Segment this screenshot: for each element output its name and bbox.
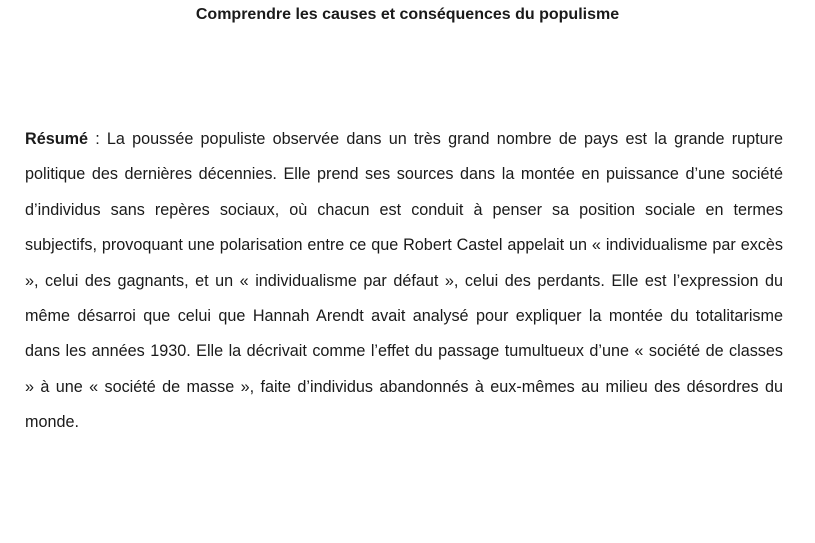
abstract-separator: :: [87, 130, 107, 148]
document-title: Comprendre les causes et conséquences du populisme: [195, 6, 620, 23]
abstract-text: La poussée populiste observée dans un très grand nombre de pays est la grande rupture politique des dernières décennies. Elle prend ses sources dans la montée en puissance d’une société d’individus sans repères sociaux, où chacun est conduit à penser sa position sociale en termes subjectifs, provoquant une polarisation entre ce que Robert Castel appelait un « individualisme par excès », celui des gagnants, et un « individualisme par défaut », celui des perdants. Elle est l’expression du même désarroi que celui que Hannah Arendt avait analysé pour expliquer la montée du totalitarisme dans les années 1930. Elle la décrivait comme l’effet du passage tumultueux d’une « société de classes » à une « société de masse », faite d’individus abandonnés à eux-mêmes au milieu des désordres du monde.: [25, 130, 783, 432]
abstract-label: Résumé: [25, 130, 88, 148]
abstract-paragraph: [25, 122, 783, 441]
